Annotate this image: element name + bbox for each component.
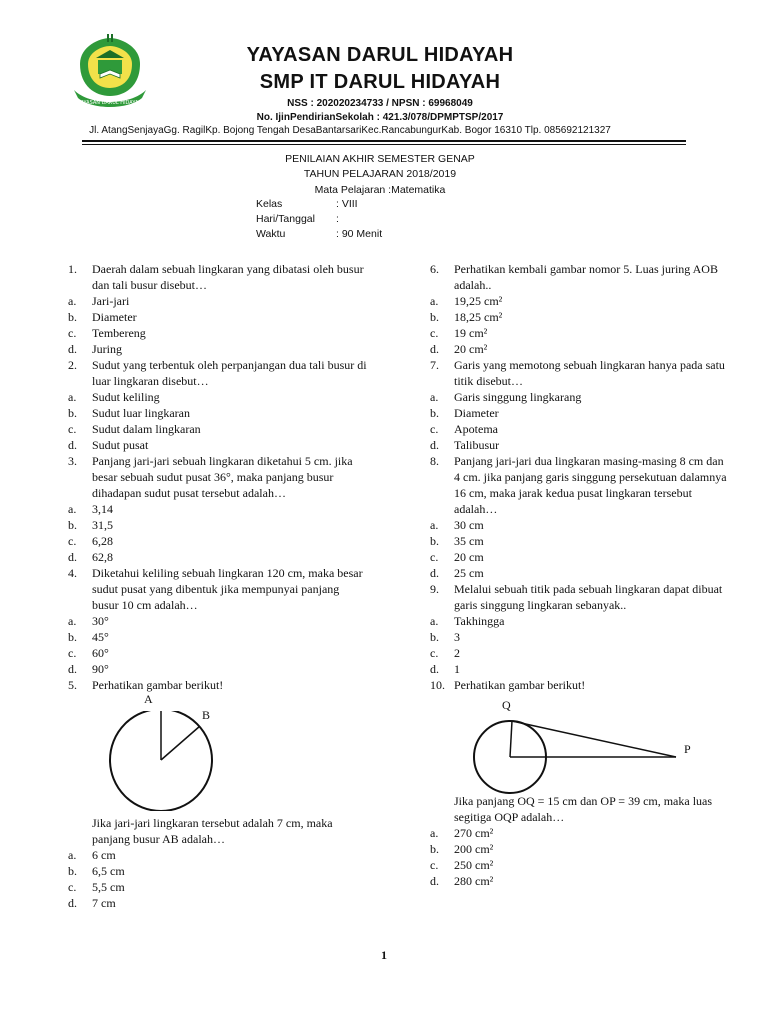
option-letter: b.	[68, 630, 77, 644]
meta-key: Hari/Tanggal	[256, 213, 315, 225]
meta-hari-tanggal	[256, 213, 339, 225]
option-text: 25 cm	[454, 566, 484, 580]
option-text: Sudut keliling	[92, 390, 160, 404]
option-a	[68, 389, 368, 405]
option-letter: b.	[430, 630, 439, 644]
question-10-figure	[430, 693, 730, 793]
exam-year: TAHUN PELAJARAN 2018/2019	[303, 168, 457, 180]
option-text: 2	[454, 646, 460, 660]
point-b-label: B	[202, 708, 211, 722]
meta-key: Waktu	[256, 228, 286, 240]
meta-key: Kelas	[256, 198, 283, 210]
question-number: 8.	[430, 454, 439, 468]
option-text: 31,5	[92, 518, 113, 532]
option-b	[68, 309, 368, 325]
option-letter: d.	[430, 566, 439, 580]
option-text: 280 cm²	[454, 874, 494, 888]
option-c	[430, 549, 730, 565]
option-d	[68, 661, 368, 677]
question-number: 4.	[68, 566, 77, 580]
option-letter: a.	[430, 390, 439, 404]
option-letter: c.	[430, 858, 439, 872]
questions-right-column	[430, 261, 730, 889]
option-text: 62,8	[92, 550, 113, 564]
option-d	[430, 437, 730, 453]
option-letter: b.	[68, 310, 77, 324]
option-b	[430, 841, 730, 857]
option-b	[430, 309, 730, 325]
point-a-label: A	[144, 692, 153, 706]
option-b	[430, 629, 730, 645]
nss-npsn-line: NSS : 202020234733 / NPSN : 69968049	[287, 98, 473, 109]
option-d	[430, 661, 730, 677]
option-letter: b.	[68, 864, 77, 878]
question-5	[68, 677, 368, 693]
exam-subject: Mata Pelajaran :Matematika	[314, 184, 446, 196]
option-d	[430, 565, 730, 581]
option-text: Juring	[92, 342, 122, 356]
option-letter: a.	[430, 294, 439, 308]
option-letter: c.	[430, 646, 439, 660]
option-b	[68, 405, 368, 421]
option-letter: a.	[430, 518, 439, 532]
question-text: Melalui sebuah titik pada sebuah lingkaran dapat dibuat garis singgung lingkaran sebanyak..	[454, 582, 723, 612]
question-5-followup	[68, 815, 368, 847]
question-6	[430, 261, 730, 293]
option-letter: a.	[430, 614, 439, 628]
option-text: Sudut luar lingkaran	[92, 406, 190, 420]
question-1	[68, 261, 368, 293]
option-letter: b.	[430, 406, 439, 420]
option-d	[68, 437, 368, 453]
option-letter: a.	[68, 848, 77, 862]
option-c	[430, 325, 730, 341]
point-p-label: P	[684, 742, 691, 756]
option-a	[68, 847, 368, 863]
option-letter: c.	[68, 880, 77, 894]
segment-oq	[510, 721, 512, 757]
option-letter: c.	[430, 422, 439, 436]
question-number: 6.	[430, 262, 439, 276]
option-letter: b.	[430, 310, 439, 324]
option-c	[68, 533, 368, 549]
question-text: Panjang jari-jari dua lingkaran masing-masing 8 cm dan 4 cm. jika panjang garis singgung persekutuan dalamnya 16 cm, maka jarak kedua pusat lingkaran tersebut adalah…	[454, 454, 727, 516]
question-2	[68, 357, 368, 389]
option-letter: d.	[68, 342, 77, 356]
option-letter: d.	[430, 438, 439, 452]
option-text: 30 cm	[454, 518, 484, 532]
meta-value: : VIII	[336, 198, 358, 210]
option-d	[68, 895, 368, 911]
option-c	[68, 645, 368, 661]
option-letter: d.	[430, 342, 439, 356]
header-divider-thin	[82, 144, 686, 145]
option-letter: b.	[430, 842, 439, 856]
question-text: Panjang jari-jari sebuah lingkaran diketahui 5 cm. jika besar sebuah sudut pusat 36°, maka panjang busur dihadapan sudut pusat tersebut adalah…	[92, 454, 353, 500]
option-a	[430, 613, 730, 629]
option-text: 20 cm	[454, 550, 484, 564]
question-number: 9.	[430, 582, 439, 596]
option-letter: d.	[430, 874, 439, 888]
circle-sector-diagram	[108, 711, 228, 811]
question-5-figure	[68, 693, 368, 815]
question-3	[68, 453, 368, 501]
option-d	[68, 341, 368, 357]
header-divider	[82, 140, 686, 142]
option-letter: d.	[68, 662, 77, 676]
option-b	[68, 863, 368, 879]
radius-ob	[161, 726, 200, 760]
option-a	[68, 613, 368, 629]
option-a	[430, 293, 730, 309]
option-text: 19 cm²	[454, 326, 488, 340]
option-b	[68, 517, 368, 533]
questions-left-column	[68, 261, 368, 911]
option-text: 6,5 cm	[92, 864, 125, 878]
page-number: 1	[381, 948, 387, 962]
option-b	[430, 533, 730, 549]
option-text: 270 cm²	[454, 826, 494, 840]
question-text: Jika panjang OQ = 15 cm dan OP = 39 cm, maka luas segitiga OQP adalah…	[454, 794, 713, 824]
option-text: 7 cm	[92, 896, 116, 910]
option-letter: b.	[68, 518, 77, 532]
logo-text: YAYASAN DARUL HIDAYAH	[77, 100, 143, 106]
option-text: Diameter	[92, 310, 137, 324]
question-text: Perhatikan gambar berikut!	[454, 678, 586, 692]
option-text: 3	[454, 630, 460, 644]
question-text: Garis yang memotong sebuah lingkaran hanya pada satu titik disebut…	[454, 358, 725, 388]
option-a	[68, 501, 368, 517]
option-text: 90°	[92, 662, 109, 676]
option-text: 19,25 cm²	[454, 294, 503, 308]
meta-waktu	[256, 228, 382, 240]
permit-number-line: No. IjinPendirianSekolah : 421.3/078/DPMPTSP/2017	[256, 112, 504, 123]
option-text: Diameter	[454, 406, 499, 420]
option-c	[68, 879, 368, 895]
segment-qp	[512, 721, 676, 757]
question-text: Perhatikan gambar berikut!	[92, 678, 224, 692]
question-7	[430, 357, 730, 389]
option-d	[430, 873, 730, 889]
option-text: Talibusur	[454, 438, 500, 452]
option-d	[430, 341, 730, 357]
question-10	[430, 677, 730, 693]
option-letter: a.	[68, 294, 77, 308]
option-text: 20 cm²	[454, 342, 488, 356]
question-number: 1.	[68, 262, 77, 276]
option-text: 6 cm	[92, 848, 116, 862]
question-number: 7.	[430, 358, 439, 372]
option-text: Apotema	[454, 422, 498, 436]
question-text: Sudut yang terbentuk oleh perpanjangan dua tali busur di luar lingkaran disebut…	[92, 358, 367, 388]
option-letter: a.	[68, 390, 77, 404]
option-letter: c.	[68, 646, 77, 660]
option-letter: d.	[68, 438, 77, 452]
meta-kelas	[256, 198, 358, 210]
option-letter: a.	[430, 826, 439, 840]
option-text: Jari-jari	[92, 294, 130, 308]
option-text: 5,5 cm	[92, 880, 125, 894]
school-foundation-name: YAYASAN DARUL HIDAYAH	[246, 44, 514, 66]
option-text: Sudut dalam lingkaran	[92, 422, 201, 436]
option-text: Tembereng	[92, 326, 146, 340]
meta-value: : 90 Menit	[336, 228, 383, 240]
option-text: 60°	[92, 646, 109, 660]
option-letter: c.	[68, 422, 77, 436]
option-a	[430, 825, 730, 841]
option-text: Garis singgung lingkarang	[454, 390, 582, 404]
option-b	[430, 405, 730, 421]
option-letter: d.	[430, 662, 439, 676]
option-a	[430, 389, 730, 405]
option-letter: c.	[68, 534, 77, 548]
option-letter: c.	[68, 326, 77, 340]
school-name: SMP IT DARUL HIDAYAH	[259, 71, 501, 93]
option-text: 18,25 cm²	[454, 310, 503, 324]
question-text: Diketahui keliling sebuah lingkaran 120 cm, maka besar sudut pusat yang dibentuk jika mempunyai panjang busur 10 cm adalah…	[92, 566, 363, 612]
option-letter: b.	[430, 534, 439, 548]
tangent-triangle-diagram	[430, 711, 690, 801]
option-text: 45°	[92, 630, 109, 644]
school-address: Jl. AtangSenjayaGg. RagilKp. Bojong Tengah DesaBantarsariKec.RancabungurKab. Bogor 16310 Tlp. 085692121327	[89, 125, 611, 136]
option-letter: a.	[68, 614, 77, 628]
option-text: Takhingga	[454, 614, 505, 628]
question-4	[68, 565, 368, 613]
option-text: 3,14	[92, 502, 113, 516]
option-letter: a.	[68, 502, 77, 516]
question-number: 10.	[430, 678, 445, 692]
option-c	[430, 421, 730, 437]
option-a	[430, 517, 730, 533]
option-text: 30°	[92, 614, 109, 628]
meta-value: :	[336, 213, 339, 225]
exam-title: PENILAIAN AKHIR SEMESTER GENAP	[285, 153, 475, 165]
question-text: Perhatikan kembali gambar nomor 5. Luas juring AOB adalah..	[454, 262, 718, 292]
option-d	[68, 549, 368, 565]
question-number: 3.	[68, 454, 77, 468]
question-number: 5.	[68, 678, 77, 692]
option-text: 6,28	[92, 534, 113, 548]
option-text: Sudut pusat	[92, 438, 149, 452]
question-9	[430, 581, 730, 613]
question-8	[430, 453, 730, 517]
question-text: Jika jari-jari lingkaran tersebut adalah 7 cm, maka panjang busur AB adalah…	[92, 816, 333, 846]
option-text: 250 cm²	[454, 858, 494, 872]
option-text: 200 cm²	[454, 842, 494, 856]
option-b	[68, 629, 368, 645]
option-c	[68, 325, 368, 341]
question-text: Daerah dalam sebuah lingkaran yang dibatasi oleh busur dan tali busur disebut…	[92, 262, 364, 292]
option-letter: c.	[430, 326, 439, 340]
option-a	[68, 293, 368, 309]
option-letter: d.	[68, 550, 77, 564]
option-c	[430, 857, 730, 873]
point-q-label: Q	[502, 698, 511, 712]
option-c	[68, 421, 368, 437]
option-letter: b.	[68, 406, 77, 420]
option-text: 35 cm	[454, 534, 484, 548]
option-text: 1	[454, 662, 460, 676]
question-number: 2.	[68, 358, 77, 372]
option-c	[430, 645, 730, 661]
option-letter: d.	[68, 896, 77, 910]
option-letter: c.	[430, 550, 439, 564]
